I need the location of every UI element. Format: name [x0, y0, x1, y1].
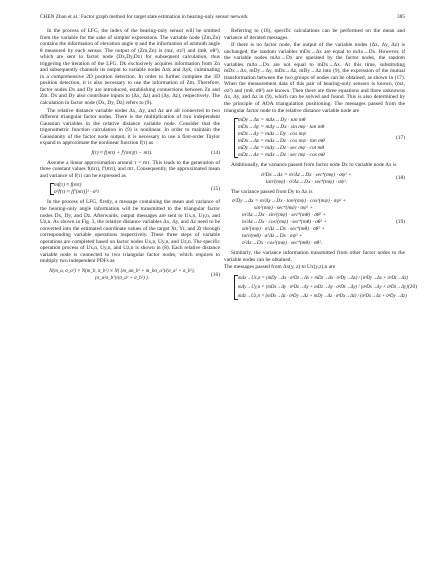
page-number: 385	[397, 14, 405, 20]
equation-number: (20)	[407, 284, 417, 291]
equation-line: mΔz→Uz,n = (mDx→Δz · σ²Dy→Δz + mDy→Δz · σ²Dx→Δz) / (σ²Dx→Δz + σ²Dy→Δz)	[238, 293, 407, 299]
equation-line: mDy→Δx = mΔx→Dy · tan mθ	[238, 117, 306, 124]
equation-number: (16)	[211, 271, 220, 278]
equation-line: mΔy→Uy,n = (mDx→Δy · σ²Dz→Δy + mDz→Δy · σ²Dx→Δy) / (σ²Dx→Δy + σ²Dz→Δy)	[238, 284, 408, 290]
equation-body	[224, 274, 408, 301]
equation-17	[224, 117, 405, 159]
paragraph: Similarly, the variance information transmitted from other factor nodes to the variable nodes can be obtained.	[224, 250, 405, 263]
equation-line: m²Δz→Dx · cos²(mψ) · sec⁴(mθ) · σθ² +	[242, 219, 328, 226]
paragraph: If there is no factor node, the output of the variable nodes (Δx, Δy, Δz) is unchanged, the random variables mDx→Δx are equal to mΔx→Dx. However, if the variable nodes mΔx→Dx are operated by the factor nodes, the random variables mΔx→Dx are not equal to mDx→Δx. At this time, substituting mDx→Δx, mDy→Δy, mDz→Δz, mDy→Δz into (9), the expression of the mutual transformation between the two groups of nodes can be obtained, as shown in (17). When the measurement data of this pair of bearing-only sensors is known, (mz, σz²) and (mθ, σθ²) are known. Then there are three equations and three unknowns Δx, Δy, and Δz in (9), which can be solved and found. This is also determined by the principle of AOA triangulation positioning. The messages passed from the triangular factor node to the relative distance variable node are	[224, 42, 405, 114]
equation-15	[40, 182, 220, 196]
equation-line: mDx→Δz = mΔx→Dz · cos mψ · tan mθ	[238, 138, 325, 145]
equation-line: mΔx→Ux,n = (mDy→Δx · σ²Dz→Δx + mDz→Δx · σ²Dy→Δx) / (σ²Dy→Δx + σ²Dz→Δx)	[238, 275, 408, 281]
equation-20	[224, 274, 417, 301]
paragraph: In the process of LFG, firstly, a message containing the mean and variance of the bearing-only angle information will be transmitted to the triangular factor nodes Dx, Dy, and Dz. Afterwards, output messages are sent to Ux,n, Uy,n, and Uz,n. As shown in Fig. 3, the relative distance variables Δx, Δy, and Δz need to be converted into the estimated coordinate values of the target Xt, Yt, and Zt through corresponding variable operations respectively. These three steps of variable operations are completed based on factor nodes Ux,n, Uy,n, and Uz,n. The specific operation process of Ux,n, Uy,n, and Uz,n is shown in (8). Each relative distance variable node is connected to two triangular factor nodes, which requires to multiply two independent PDFs as	[40, 199, 220, 265]
equation-line: σ²Dx→Δx = m²Δz→Dx · sec⁴(mψ) · σψ² +	[261, 171, 352, 178]
equation-line: mDy→Δz = mΔy→Dz · sec mψ · cot mθ	[238, 145, 325, 152]
equation-body	[224, 172, 389, 186]
equation-18	[224, 172, 405, 186]
equation-number: (19)	[396, 219, 405, 226]
equation-body: f(τ) ≈ f(mτ) + f′(mτ)(τ − mτ).	[91, 149, 153, 156]
equation-line: σ²Dy→Δx = m²Δy→Dx · tan²(mψ) · cos²(mψ) · σψ² +	[232, 198, 347, 205]
equation-number: (14)	[211, 150, 220, 157]
equation-body: N(m_a, σ_a²) × N(m_b, σ_b²) ∝ N( (m_aσ_b² + m_bσ_a²)/(σ_a² + σ_b²), (σ_a²σ_b²)/(σ_a² + σ_b²) ).	[49, 268, 195, 281]
running-title: CHEN Zhan et al.: Factor graph method for target state estimation in bearing-only sensor network	[40, 14, 248, 20]
equation-body	[224, 198, 389, 247]
running-header	[40, 12, 405, 22]
paragraph: Referring to (16), specific calculations can be performed on the mean and variance of iterated messages.	[224, 28, 405, 41]
paragraph: The variance passed from Dy to Δx is	[231, 188, 313, 195]
equation-line: σ²f(τ) ≈ [f′(mτ)]² · σ²τ	[54, 189, 100, 196]
paragraph: Additionally, the variance passed from factor node Dx to variable node Δx is	[231, 162, 397, 169]
paragraph: The messages passed from Δx(y, z) to Ux(y,z),n are	[224, 264, 336, 271]
equation-line: m²Δz→Dx · sin²(mψ) · sec⁴(mθ) · σθ² +	[242, 212, 327, 219]
equation-19	[224, 198, 405, 247]
equation-line: tan²(mψ) · σ²Δz→Dx · sec⁴(mψ) · σψ².	[265, 178, 348, 185]
equation-number: (18)	[396, 175, 405, 182]
right-column	[224, 28, 417, 304]
equation-body	[40, 182, 204, 196]
equation-line: sin²(mψ) · σ²Δz→Dx · sec⁴(mθ) · σθ² +	[242, 226, 325, 233]
equation-line: σ²Δz→Dx · cos²(mψ) · sec⁴(mθ) · σθ².	[242, 240, 323, 247]
equation-line: mDz→Δy = mΔz→Dy · cos mψ	[238, 131, 306, 138]
equation-line: mf(τ) ≈ f(mτ)	[54, 182, 82, 189]
left-column	[40, 28, 220, 285]
equation-line: tan²(mθ) · σ²Δz→Dx · σψ² +	[242, 233, 303, 240]
equation-16	[40, 268, 220, 282]
equation-number: (15)	[211, 186, 220, 193]
paragraph: In the process of LFG, the index of the bearing-only sensor will be omitted from the variable for the sake of simpler expressions. The variable node (Zm,Zn) contains the information of elevation angle ψ and the information of azimuth angle θ measured by each sensor. The output of (Zm,Zn) is (mz, σz²) and (mθ, σθ²), which are sent to factor node (Dx,Dy,Dz) for subsequent calculation, thus triggering the iteration of the LFG. Dk exclusively acquires information from Zn and subsequently channels its output to variable nodes Δxk and Δyk, culminating in a comprehensive 2D position detection. In order to further complete the 3D position detection, it is also necessary to use the information of Zm. Therefore, factor nodes Dx and Dy are introduced, establishing connections between Zn and Zm. Dx and Dy also contribute inputs to (Δx, Δz) and (Δy, Δz), respectively. The calculation in factor node (Dx, Dy, Dz) refers to (9).	[40, 28, 220, 107]
equation-body	[224, 117, 389, 159]
paragraph: The relative distance variable nodes Δx, Δy, and Δz are all connected to two different triangular factor nodes. There is the multiplication of two independent Gaussian variables in the relative distance variable node. Consider that the trigonometric function calculation in (9) is nonlinear. In order to maintain the Gaussianity of the factor node output, it is necessary to use a first-order Taylor expand to approximate the nonlinear function f(τ) as	[40, 107, 220, 147]
paragraph: Assume a linear approximation around τ = mτ. This leads to the generation of three constant values f(mτ), f′(mτ), and mτ. Consequently, the approximated mean and variance of f(τ) can be expressed as	[40, 159, 220, 179]
equation-line: mDz→Δx = mΔx→Dz · sec mψ · cos mθ	[238, 152, 325, 159]
equation-line: mDx→Δy = mΔy→Dx · sin mψ · tan mθ	[238, 124, 325, 131]
equation-number: (17)	[396, 134, 405, 141]
equation-line: sin²(mψ) · sec⁴(mψ) · σψ² +	[254, 205, 314, 212]
equation-14	[40, 150, 220, 157]
